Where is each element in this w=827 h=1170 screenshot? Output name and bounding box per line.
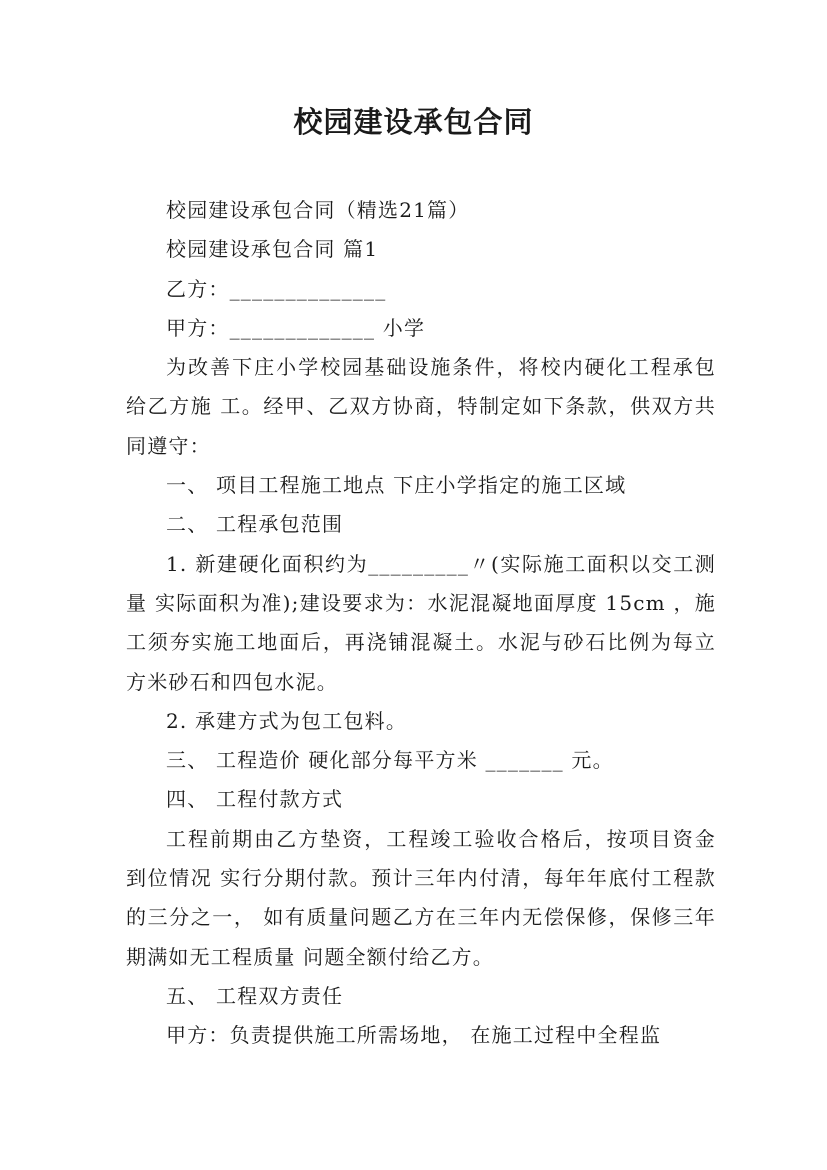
paragraph-clause-1: 一、 项目工程施工地点 下庄小学指定的施工区域 (166, 473, 627, 498)
paragraph-clause-3: 三、 工程造价 硬化部分每平方米 _______ 元。 (166, 748, 614, 773)
paragraph-party-b: 乙方：______________ (166, 276, 387, 301)
paragraph-section-heading: 校园建设承包合同 篇1 (166, 237, 379, 262)
paragraph-clause-5: 五、 工程双方责任 (166, 983, 344, 1008)
paragraph-subtitle: 校园建设承包合同（精选21篇） (166, 198, 470, 222)
paragraph-party-a: 甲方：_____________ 小学 (166, 315, 426, 340)
paragraph-clause-5-body: 甲方：负责提供施工所需场地， 在施工过程中全程监 (166, 1023, 662, 1048)
document-title: 校园建设承包合同 (293, 105, 534, 139)
paragraph-clause-2-item-2: 2. 承建方式为包工包料。 (166, 708, 408, 733)
paragraph-clause-4-body: 工程前期由乙方垫资，工程竣工验收合格后，按项目资金 到位情况 实行分期付款。预计三年内付清，每年年底付工程款的三分之一， 如有质量问题乙方在三年内无偿保修，保修三年期满如无工程质量 问题全额付给乙方。 (126, 826, 716, 969)
paragraph-clause-4: 四、 工程付款方式 (166, 787, 344, 812)
paragraph-preamble: 为改善下庄小学校园基础设施条件，将校内硬化工程承包给乙方施 工。经甲、乙双方协商，特制定如下条款，供双方共同遵守： (126, 355, 716, 458)
paragraph-clause-2-item-1: 1. 新建硬化面积约为_________〃(实际施工面积以交工测量 实际面积为准);建设要求为：水泥混凝地面厚度 15cm ，施工须夯实施工地面后，再浇铺混凝土。水泥与砂石比例为每立方米砂石和四包水泥。 (126, 551, 716, 694)
document-body (126, 191, 716, 1056)
paragraph-clause-2: 二、 工程承包范围 (166, 512, 344, 537)
